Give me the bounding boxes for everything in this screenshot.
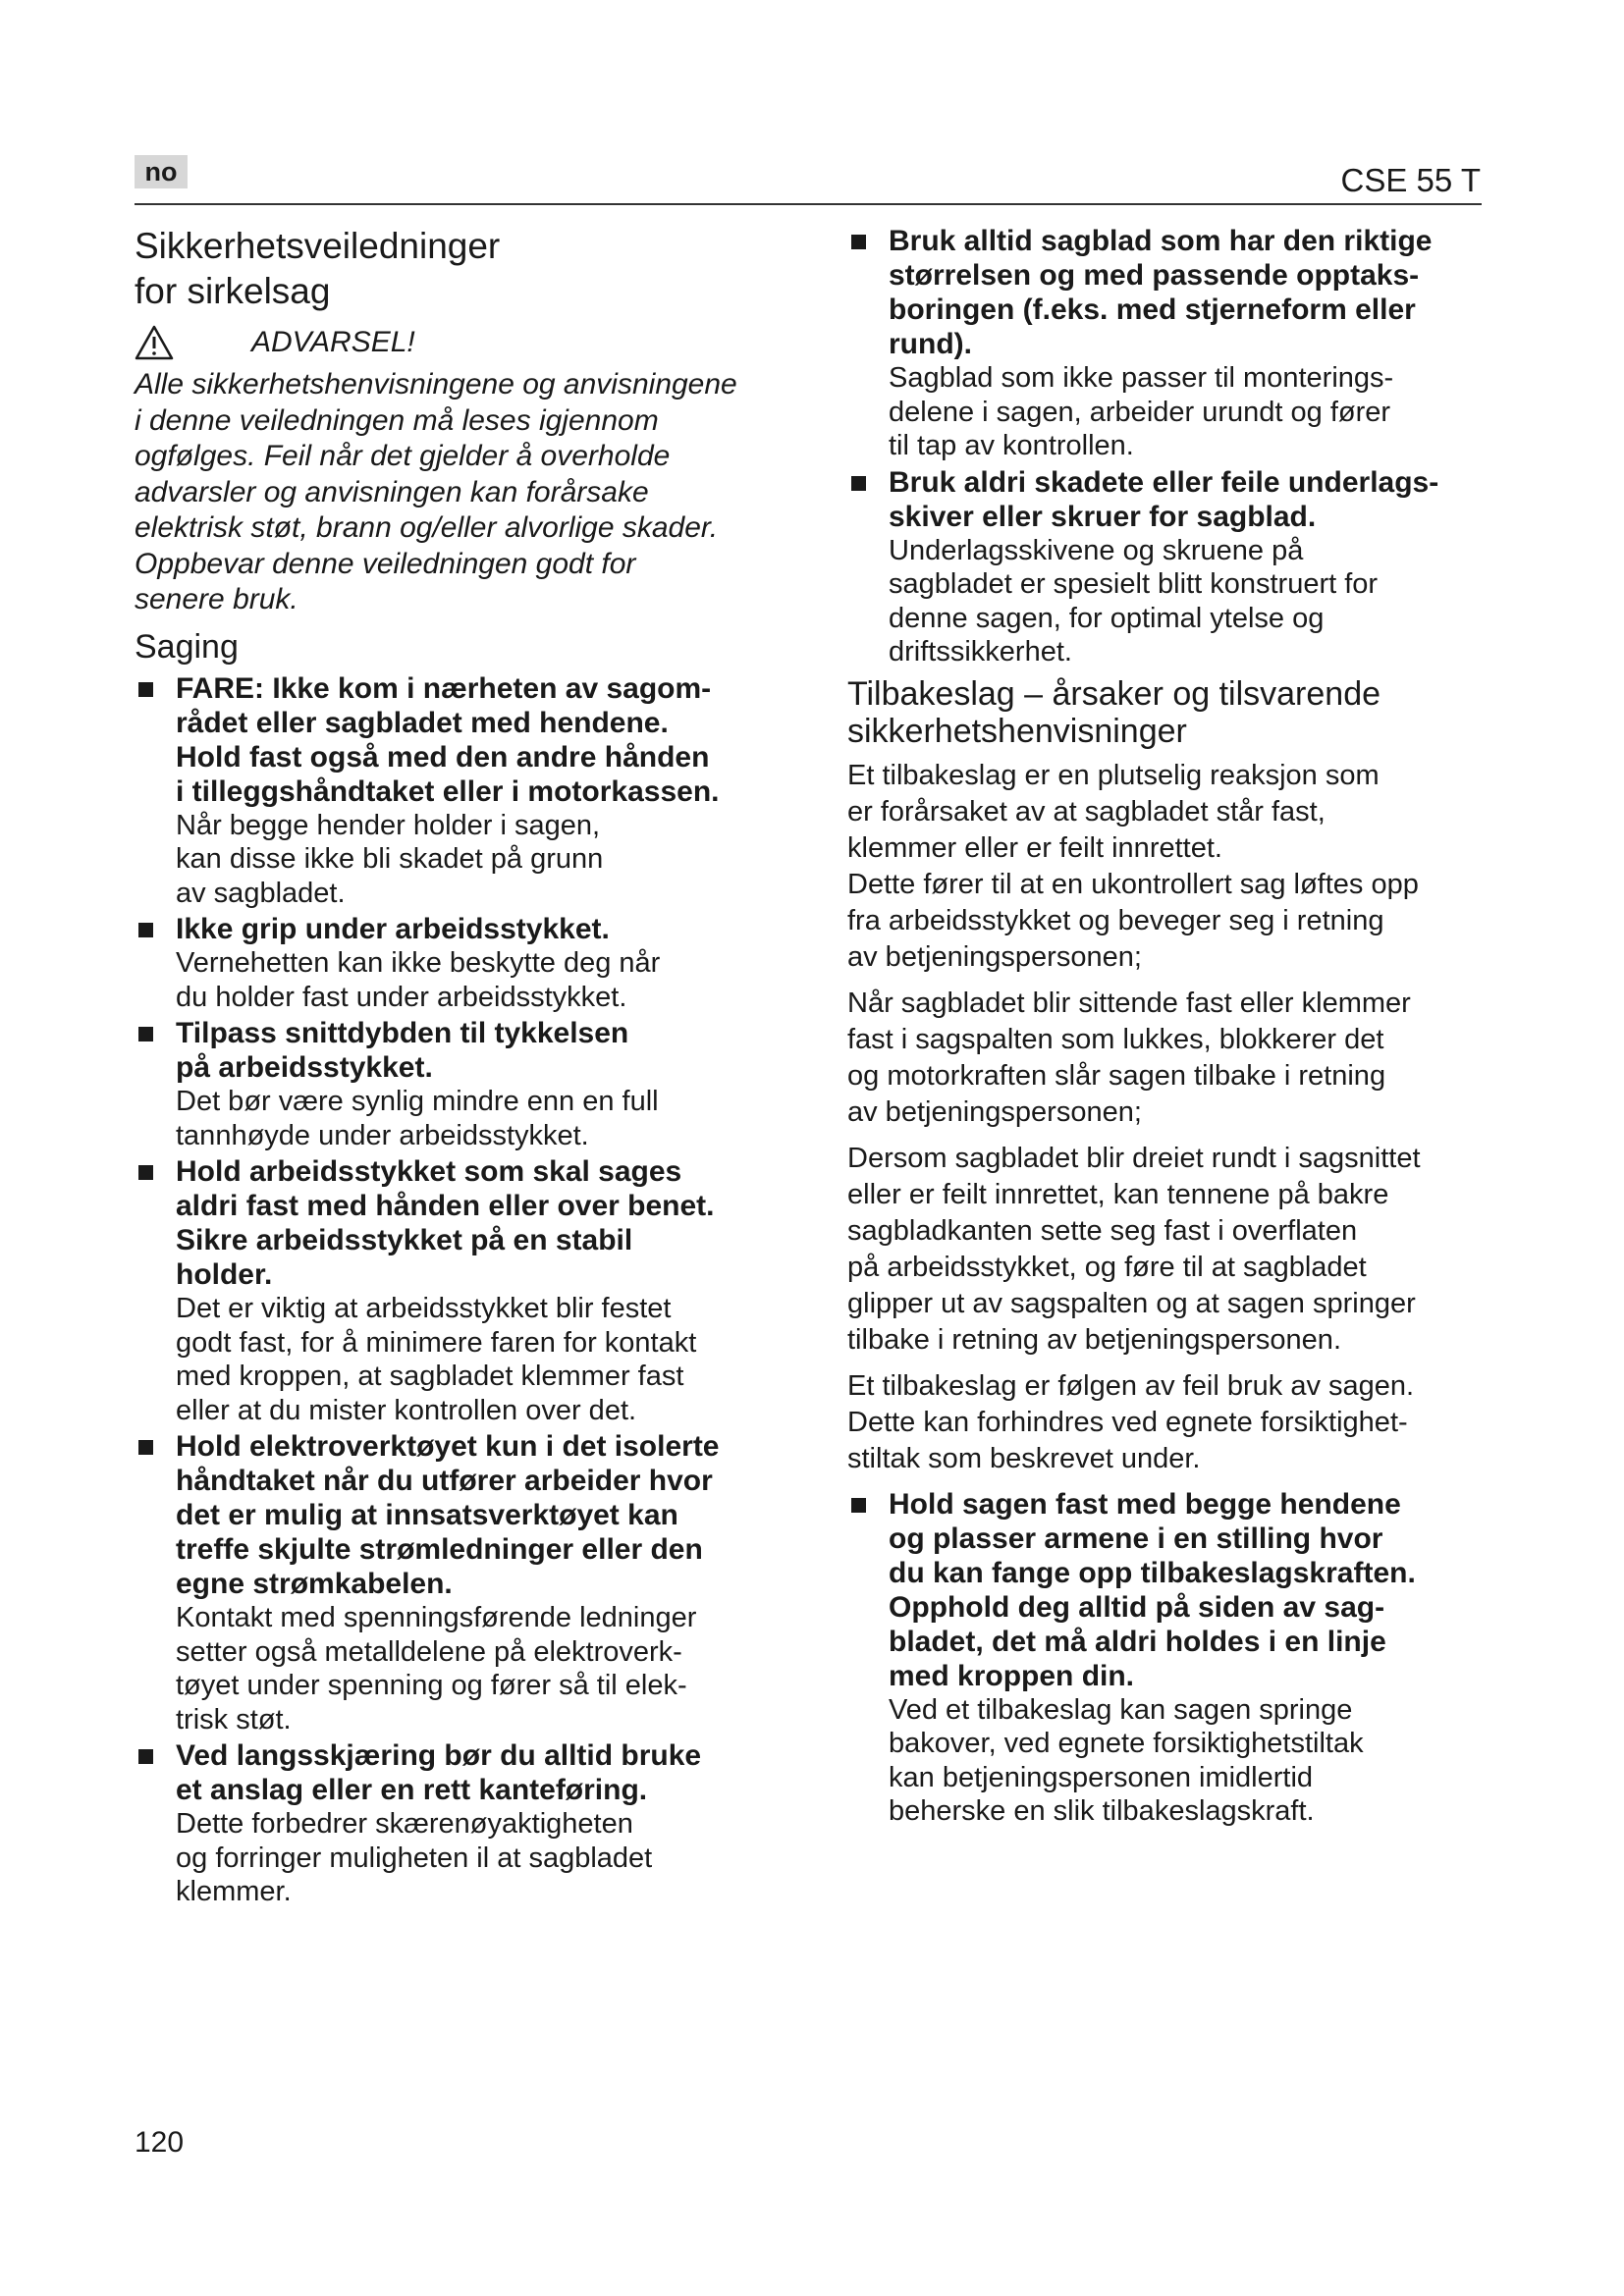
list-item (847, 1487, 1515, 1829)
paragraph: Et tilbakeslag er følgen av feil bruk av sagen. Dette kan forhindres ved egnete forsiktighet- stiltak som beskrevet under. (847, 1369, 1415, 1474)
item-heading: Tilpass snittdybden til tykkelsen på arbeidsstykket. (176, 1017, 629, 1084)
language-tag: no (135, 155, 188, 188)
warning-triangle-icon (135, 325, 174, 360)
paragraph: Dersom sagbladet blir dreiet rundt i sagsnittet eller er feilt innrettet, kan tennene på bakre sagbladkanten sette seg fast i overflaten på arbeidsstykket, og føre til at sagbladet glipper ut av sagspalten og at sagen springer tilbake i retning av betjeningspersonen. (847, 1142, 1421, 1356)
model-name: CSE 55 T (1340, 162, 1481, 198)
item-heading: Ved langsskjæring bør du alltid bruke et anslag eller en rett kanteføring. (176, 1739, 702, 1806)
bullet-square-icon (851, 1498, 866, 1513)
warning-label: ADVARSEL! (251, 326, 415, 358)
section-heading-tilbakeslag: Tilbakeslag – årsaker og tilsvarende sikkerhetshenvisninger (847, 674, 1381, 750)
page-number: 120 (135, 2126, 185, 2159)
item-text: Dette forbedrer skærenøyaktigheten og forringer muligheten il at sagbladet klemmer. (176, 1808, 653, 1907)
bullet-square-icon (138, 1027, 153, 1041)
bullet-square-icon (851, 235, 866, 249)
page-title: Sikkerhetsveiledninger for sirkelsag (135, 226, 501, 311)
list-item (135, 1738, 783, 1909)
left-column (135, 224, 783, 1911)
list-item (135, 671, 783, 911)
item-text: Sagblad som ikke passer til monterings- delene i sagen, arbeider urundt og fører til tap av kontrollen. (889, 362, 1394, 461)
item-heading: Bruk alltid sagblad som har den riktige størrelsen og med passende opptaks- boringen (f.eks. med stjerneform eller rund). (889, 225, 1433, 360)
item-text: Når begge hender holder i sagen, kan disse ikke bli skadet på grunn av sagbladet. (176, 809, 604, 909)
item-heading: Hold elektroverktøyet kun i det isolerte håndtaket når du utfører arbeider hvor det er mulig at innsatsverktøyet kan treffe skjulte strømledninger eller den egne strømkabelen. (176, 1430, 720, 1600)
list-item (135, 1016, 783, 1152)
item-heading: Hold sagen fast med begge hendene og plasser armene i en stilling hvor du kan fange opp tilbakeslagskraften. Opphold deg alltid på siden av sag- bladet, det må aldri holdes i en linje med kroppen din. (889, 1487, 1416, 1692)
item-text: Ved et tilbakeslag kan sagen springe bakover, ved egnete forsiktighetstiltak kan betjeningspersonen imidlertid beherske en slik tilbakeslagskraft. (889, 1693, 1364, 1827)
bullet-square-icon (138, 1440, 153, 1455)
bullet-square-icon (138, 923, 153, 937)
right-column (847, 224, 1515, 1831)
list-item (135, 1429, 783, 1736)
list-item (847, 465, 1515, 669)
item-text: Kontakt med spenningsførende ledninger setter også metalldelene på elektroverk- tøyet under spenning og fører så til elek- trisk støt. (176, 1602, 697, 1735)
warning-text: Alle sikkerhetshenvisningene og anvisningene i denne veiledningen må leses igjennom ogfølges. Feil når det gjelder å overholde advarsler og anvisningen kan forårsake elektrisk støt, brann og/eller alvorlige skader. Oppbevar denne veiledningen godt for senere bruk. (135, 368, 737, 615)
section-heading-saging: Saging (135, 627, 239, 666)
bullet-square-icon (851, 476, 866, 491)
item-heading: Bruk aldri skadete eller feile underlags- skiver eller skruer for sagblad. (889, 465, 1439, 533)
paragraph: Et tilbakeslag er en plutselig reaksjon som er forårsaket av at sagbladet står fast, klemmer eller er feilt innrettet. Dette fører til at en ukontrollert sag løftes opp fra arbeidsstykket og beveger seg i retning av betjeningspersonen; (847, 759, 1419, 973)
paragraph: Når sagbladet blir sittende fast eller klemmer fast i sagspalten som lukkes, blokkerer det og motorkraften slår sagen tilbake i retning av betjeningspersonen; (847, 987, 1411, 1128)
list-item (847, 224, 1515, 463)
header-rule (135, 203, 1482, 205)
item-heading: Ikke grip under arbeidsstykket. (176, 913, 610, 945)
list-item (135, 912, 783, 1014)
item-text: Vernehetten kan ikke beskytte deg når du holder fast under arbeidsstykket. (176, 947, 661, 1013)
warning-row (135, 320, 783, 365)
item-text: Underlagsskivene og skruene på sagbladet er spesielt blitt konstruert for denne sagen, for optimal ytelse og driftssikkerhet. (889, 534, 1379, 667)
bullet-square-icon (138, 1165, 153, 1180)
item-text: Det bør være synlig mindre enn en full tannhøyde under arbeidsstykket. (176, 1086, 659, 1151)
item-heading: FARE: Ikke kom i nærheten av sagom- rådet eller sagbladet med hendene. Hold fast også med den andre hånden i tilleggshåndtaket eller i motorkassen. (176, 671, 720, 808)
list-item (135, 1154, 783, 1427)
bullet-square-icon (138, 682, 153, 697)
item-heading: Hold arbeidsstykket som skal sages aldri fast med hånden eller over benet. Sikre arbeidsstykket på en stabil holder. (176, 1155, 715, 1291)
item-text: Det er viktig at arbeidsstykket blir festet godt fast, for å minimere faren for kontakt med kroppen, at sagbladet klemmer fast eller at du mister kontrollen over det. (176, 1293, 697, 1426)
bullet-square-icon (138, 1749, 153, 1764)
